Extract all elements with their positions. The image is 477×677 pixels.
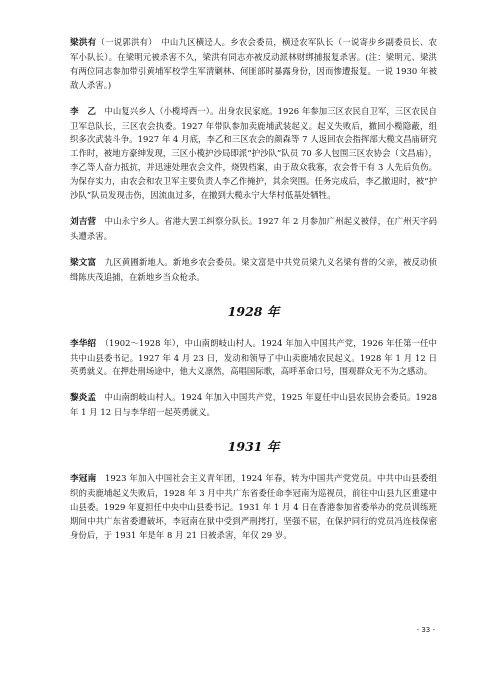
entry-text: 1923 年加入中国社会主义青年团，1924 年春，转为中国共产党党员。中共中山县委组织的卖鹿埔起义失败后，1928 年 3 月中共广东省委任命李冠南为巡视员，前往中山县九区重建中山县委。1929 年夏担任中央中山县委书记。1931 年 1 月 4 日在香港参加省委举办的党员训练班期间中共广东省委遭破坏，李冠南在狱中受到严刑拷打，坚强不屈，在保护同行的党员冯连枝保密身份后，于 1931 年是年 8 月 21 日被杀害，年仅 29 岁。: [70, 473, 437, 540]
entry-li-yanmeng: [70, 391, 437, 420]
entry-text: 中山南朗岐山村人。1924 年加入中国共产党，1925 年夏任中山县农民协会委员。1928 年 1 月 12 日与李华绍一起英勇就义。: [70, 392, 437, 418]
entry-name: 李冠南: [70, 474, 97, 485]
entry-name: 梁文富: [70, 257, 97, 268]
entry-name: 李华绍: [70, 338, 97, 349]
entry-name: 刘吉营: [70, 216, 97, 227]
page-number: - 33 -: [416, 626, 435, 634]
entry-li-guannan: [70, 472, 437, 543]
year-heading-1931: 1931 年: [227, 439, 280, 455]
entry-text: （1902～1928 年），中山南朗岐山村人。1924 年加入中国共产党，1926 年任第一任中共中山县委书记。1927 年 4 月 23 日，发动和领导了中山卖鹿埔农民起义。1928 年 1 月 12 日英勇就义。在押赴刑场途中，他大义凛然，高唱国际歌，高呼革命口号，围观群众无不为之感动。: [70, 337, 437, 377]
entry-text: 中山永宁乡人。省港大罢工纠察分队长。1927 年 2 月参加广州起义被俘，在广州天字码头遭杀害。: [70, 215, 437, 241]
entry-name: 黎炎孟: [70, 393, 97, 404]
entry-liang-hongyou: [70, 36, 437, 93]
year-heading-1928: 1928 年: [227, 303, 280, 319]
entry-alias: （一说郭洪有）: [96, 37, 153, 47]
entry-text: 中山九区横迳人。乡农会委员，横迳农军队长（一说寄步乡副委员长、农军小队长）。在梁明元被杀害不久，梁洪有同志亦被反动派林财绑捕报复杀害。(注：梁明元、梁洪有两位同志参加带引黄埔军校学生军清剿林、何匪部时暴露身份，因而惨遭报复。一说 1930 年被敌人杀害。): [70, 37, 437, 90]
entry-name: 梁洪有: [70, 38, 97, 48]
entry-text: 九区黄圃新地人。新地乡农会委员。梁文富是中共党员梁九义名梁有普的父亲，被反动侦缉陈庆茂追捕，在新地乡当众枪杀。: [70, 256, 437, 282]
entry-liu-jiying: [70, 215, 437, 244]
entry-li-yi: [70, 105, 437, 203]
entry-text: 中山复兴乡人（小榄埒西一）。出身农民家庭。1926 年参加三区农民自卫军，三区农民自卫军总队长，三区农会执委。1927 年带队参加卖鹿埔武装起义。起义失败后，撤回小榄隐蔽，组织多次武装斗争。1927 年 4 月底，李乙和三区农会的颜森等 7 人返回农会指挥部大榄文昌庙研究工作时，被地方豪绅发现，三区小榄护沙局即派“护沙队”队员 70 多人包围三区农协会（文昌庙），李乙等人奋力抵抗，并迅速处理农会文件，烧毁档案，由于敌众我寡，农会骨干有 3 人先后负伤。为保存实力，由农会和农卫军主要负责人李乙作掩护，其余突围。任务完成后，李乙撤退时，被“护沙队”队员发现击伤，因流血过多，在撤到大榄永宁大华村低基处牺牲。: [70, 105, 437, 201]
entry-name: 李 乙: [70, 106, 96, 117]
entry-liang-wenfu: [70, 256, 437, 285]
entry-li-huashao: [70, 337, 437, 380]
